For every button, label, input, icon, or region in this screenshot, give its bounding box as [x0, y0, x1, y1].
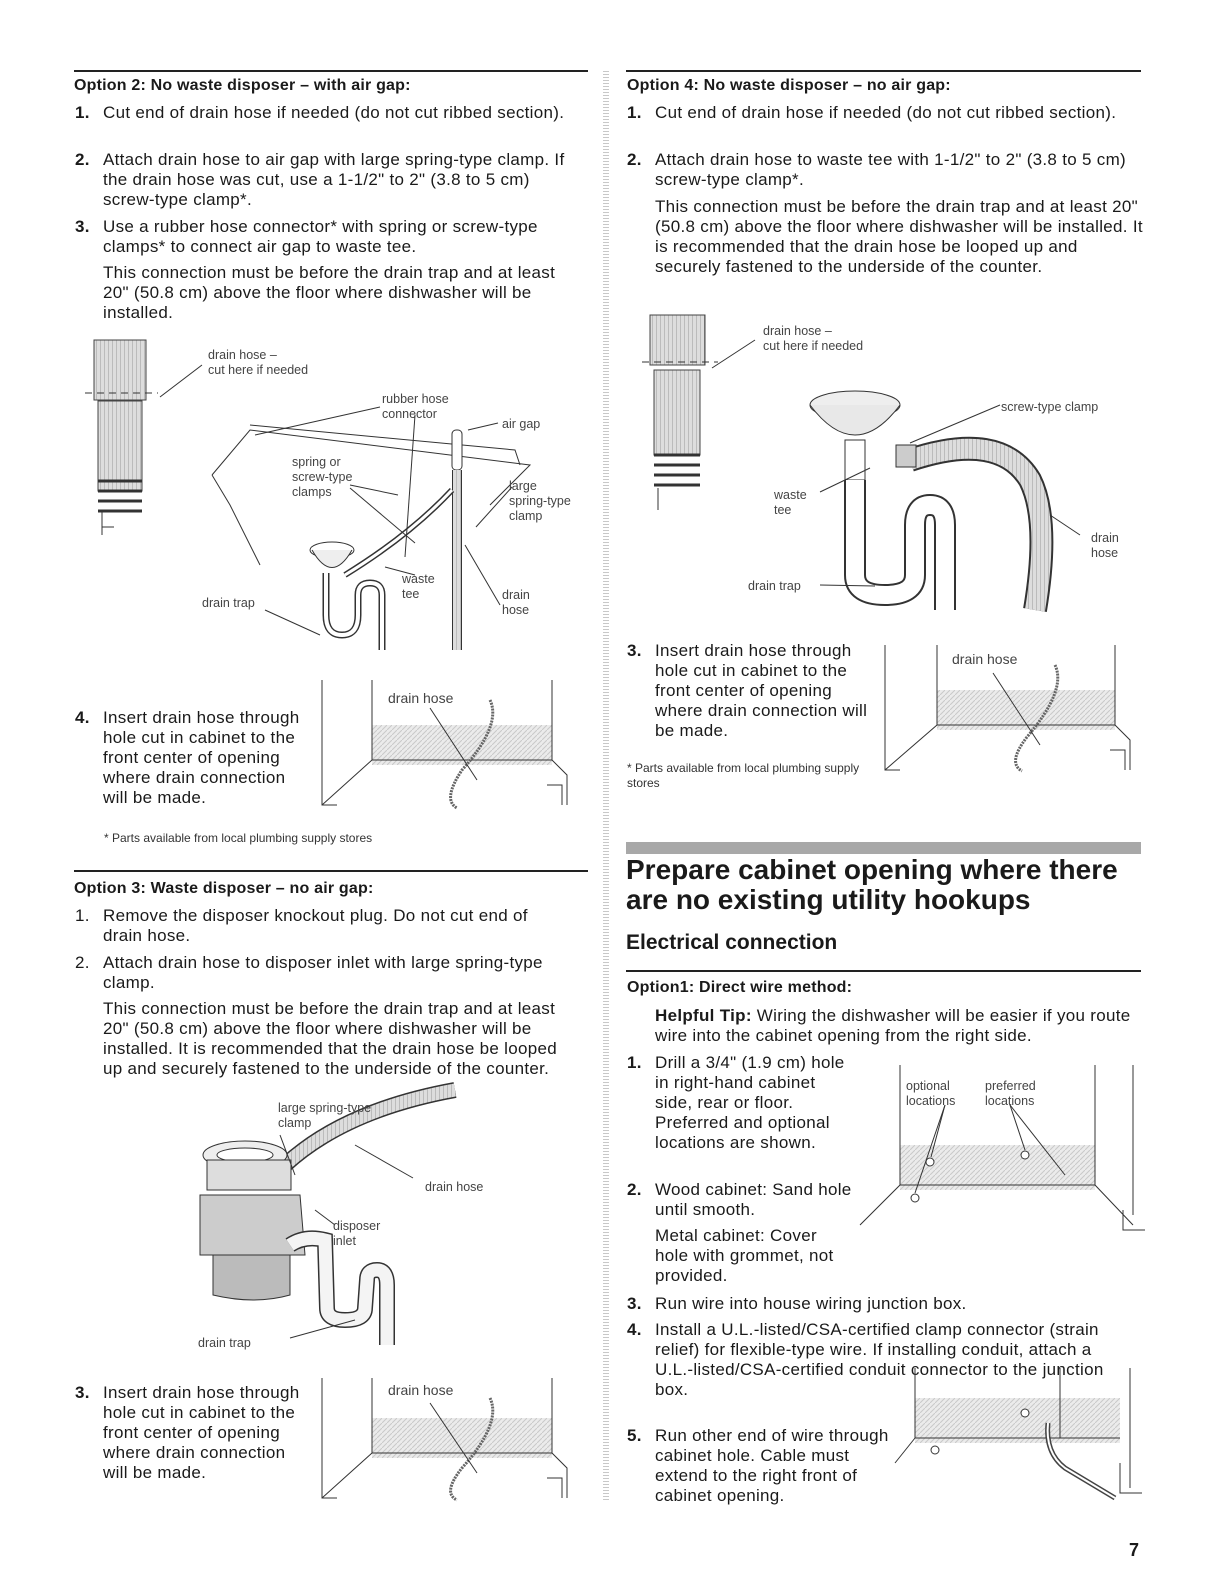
step-text: Insert drain hose through hole cut in cabinet to the front center of opening where drain connection will be made. [103, 708, 300, 807]
helpful-tip [655, 1006, 1135, 1046]
electrical-step-3 [627, 1294, 1137, 1314]
label-option3-drain-hose: drain hose [425, 1180, 484, 1194]
wire-route-diagram [890, 1368, 1145, 1503]
label-disposer-inlet: disposer inlet [333, 1219, 381, 1248]
step-text: Attach drain hose to disposer inlet with large spring-type clamp. [103, 953, 543, 992]
step-number: 5. [627, 1426, 642, 1445]
option4-note: This connection must be before the drain trap and at least 20" (50.8 cm) above the floor where dishwasher will be installed. It is recommended that the drain hose be looped up and securely fastened to the underside of the counter. [655, 197, 1143, 276]
step-number: 2. [75, 150, 90, 169]
step-number: 3. [627, 641, 642, 660]
label-screw-clamp: screw-type clamp [1001, 400, 1099, 414]
section-bar [626, 842, 1141, 854]
step-number: 1. [75, 103, 90, 122]
label-large-spring-clamp: large spring-type clamp [278, 1101, 372, 1130]
waste-tee-diagram [640, 310, 1120, 620]
step-number: 2. [627, 150, 642, 169]
option4-step-2 [627, 150, 1132, 190]
option2-footnote: * Parts available from local plumbing supply stores [104, 831, 373, 845]
step-number: 1. [627, 1053, 642, 1072]
step-number: 3. [627, 1294, 642, 1313]
prepare-title: Prepare cabinet opening where there are no existing utility hookups [626, 854, 1118, 915]
label-step3-drain-hose: drain hose [952, 651, 1018, 667]
step-text: Wood cabinet: Sand hole until smooth. [655, 1180, 852, 1219]
step-number: 1. [627, 103, 642, 122]
step-text: Attach drain hose to waste tee with 1-1/2" to 2" (3.8 to 5 cm) screw-type clamp*. [655, 150, 1127, 189]
step-text: Remove the disposer knockout plug. Do not cut end of drain hose. [103, 906, 528, 945]
step-text: Attach drain hose to air gap with large spring-type clamp. If the drain hose was cut, use a 1-1/2" to 2" (3.8 to 5 cm) screw-type clamp*. [103, 150, 565, 209]
label-large-clamp: large spring-type clamp [509, 479, 571, 523]
label-preferred: preferred locations [985, 1079, 1036, 1108]
label-drain-hose-cut: drain hose – cut here if needed [208, 348, 309, 377]
option2-heading: Option 2: No waste disposer – with air gap: [74, 77, 411, 94]
step-text: Install a U.L.-listed/CSA-certified clamp connector (strain relief) for flexible-type wire. If installing conduit, attach a U.L.-listed/CSA-certified conduit connector to the junction box. [655, 1320, 1104, 1399]
label-rubber-hose-connector: rubber hose connector [382, 392, 449, 421]
step-number: 3. [75, 217, 90, 236]
option2-note: This connection must be before the drain trap and at least 20" (50.8 cm) above the floor where dishwasher will be installed. [103, 263, 556, 322]
option2-rule [74, 70, 588, 72]
label-waste-tee: waste tee [774, 488, 807, 517]
helpful-tip-text: Wiring the dishwasher will be easier if you route wire into the cabinet opening from the right side. [655, 1006, 1131, 1045]
electrical-step-2 [627, 1180, 852, 1220]
option4-step-3 [627, 641, 877, 741]
column-divider [603, 70, 609, 1500]
electrical-subtitle: Electrical connection [626, 931, 838, 954]
option3-step-1 [75, 906, 570, 946]
helpful-tip-label: Helpful Tip: [655, 1006, 752, 1025]
label-step3-drain-hose: drain hose [388, 1382, 454, 1398]
step-text: Cut end of drain hose if needed (do not cut ribbed section). [103, 103, 565, 122]
step-text: Insert drain hose through hole cut in cabinet to the front center of opening where drain connection will be made. [103, 1383, 300, 1482]
label-waste-tee: waste tee [402, 572, 435, 601]
step-text: Use a rubber hose connector* with spring or screw-type clamps* to connect air gap to waste tee. [103, 217, 538, 256]
label-optional: optional locations [906, 1079, 956, 1108]
step-text: Insert drain hose through hole cut in cabinet to the front center of opening where drain connection will be made. [655, 641, 868, 740]
label-spring-clamps: spring or screw-type clamps [292, 455, 353, 499]
option2-step-2 [75, 150, 565, 210]
step-text: Run wire into house wiring junction box. [655, 1294, 967, 1313]
option3-heading: Option 3: Waste disposer – no air gap: [74, 880, 374, 897]
step-text: Run other end of wire through cabinet hole. Cable must extend to the right front of cabinet opening. [655, 1426, 889, 1505]
label-drain-hose: drain hose [1091, 531, 1119, 560]
electrical-step-2b: Metal cabinet: Cover hole with grommet, not provided. [655, 1226, 834, 1285]
option4-footnote: * Parts available from local plumbing supply stores [627, 761, 860, 790]
label-drain-trap: drain trap [748, 579, 801, 593]
option2-step-4 [75, 708, 315, 808]
drain-hose-end [94, 340, 146, 400]
step-number: 2. [75, 953, 90, 972]
step-number: 3. [75, 1383, 90, 1402]
step-text: Cut end of drain hose if needed (do not cut ribbed section). [655, 103, 1117, 122]
step-number: 2. [627, 1180, 642, 1199]
label-drain-trap: drain trap [202, 596, 255, 610]
label-option3-drain-trap: drain trap [198, 1336, 251, 1350]
option2-step-3 [75, 217, 565, 257]
step-number: 4. [75, 708, 90, 727]
option3-rule [74, 870, 588, 872]
label-drain-hose-cut: drain hose – cut here if needed [763, 324, 864, 353]
step-number: 1. [75, 906, 90, 925]
option3-step-2 [75, 953, 570, 993]
step-number: 4. [627, 1320, 642, 1339]
option1-heading: Option1: Direct wire method: [627, 979, 853, 996]
step-text: Drill a 3/4" (1.9 cm) hole in right-hand cabinet side, rear or floor. Preferred and optional locations are shown. [655, 1053, 845, 1152]
option1-rule [626, 970, 1141, 972]
page-number: 7 [1129, 1540, 1140, 1560]
option3-note: This connection must be before the drain trap and at least 20" (50.8 cm) above the floor where dishwasher will be installed. It is recommended that the drain hose be looped up and securely fastened to the underside of the counter. [103, 999, 558, 1078]
label-drain-hose: drain hose [502, 588, 530, 617]
option3-step-3 [75, 1383, 315, 1483]
option2-step-1 [75, 103, 565, 123]
option4-step-1 [627, 103, 1132, 123]
option4-rule [626, 70, 1141, 72]
option4-heading: Option 4: No waste disposer – no air gap: [627, 77, 951, 94]
label-air-gap: air gap [502, 417, 541, 431]
electrical-step-1 [627, 1053, 852, 1153]
electrical-step-5 [627, 1426, 897, 1506]
label-step4-drain-hose: drain hose [388, 690, 454, 706]
